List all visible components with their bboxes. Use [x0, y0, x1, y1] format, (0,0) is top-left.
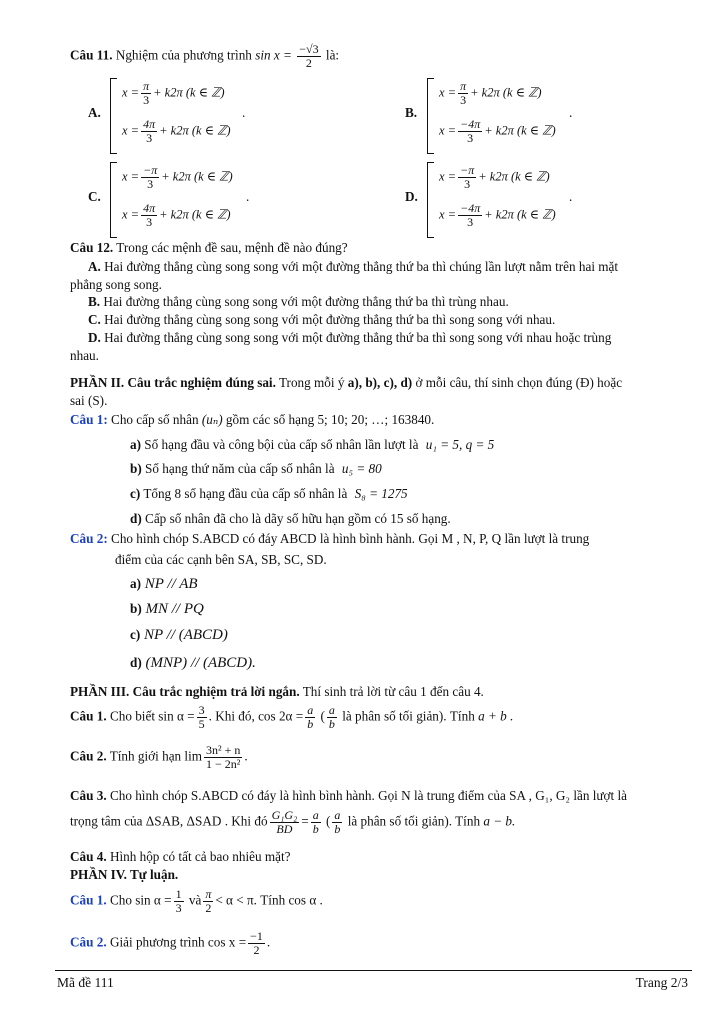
q11-option-b[interactable]: B. x = $\frac{\pi}{3}$ + k2π (k ∈ ℤ) x = $\frac{-4\pi}{3}$ + k2π (k ∈ ℤ) .: [405, 76, 605, 156]
q11-option-c[interactable]: C. x = $\frac{-\pi}{3}$ + k2π (k ∈ ℤ) x = $\frac{4\pi}{3}$ + k2π (k ∈ ℤ) .: [88, 160, 288, 240]
part2-q2-b[interactable]: b) MN // PQ: [130, 601, 204, 617]
part2-q1: Câu 1: Cho cấp số nhân (uₙ) gồm các số hạng 5; 10; 20; …; 163840.: [70, 412, 435, 427]
part2-q2-a[interactable]: a) NP // AB: [130, 576, 198, 592]
footer-exam-code: Mã đề 111: [57, 975, 114, 990]
q11-tail: là:: [325, 47, 340, 63]
q11-stem: [70, 43, 339, 70]
footer-divider: [55, 970, 692, 971]
part3-q3: Câu 3. Cho hình chóp S.ABCD có đáy là hình bình hành. Gọi N là trung điểm của SA , G₁, G₂ lần lượt là: [70, 788, 627, 803]
q11-label: Câu 11.: [70, 47, 113, 63]
q12-option-b[interactable]: B. Hai đường thẳng cùng song song với một đường thẳng thứ ba thì trùng nhau.: [88, 294, 509, 310]
part4-q1: Câu 1. Cho sin α = $\frac{1}{3}$ và $\frac{\pi}{2}$ < α < π. Tính cos α .: [70, 887, 323, 916]
footer-page-number: Trang 2/3: [635, 975, 688, 990]
q12-label: Câu 12.: [70, 240, 114, 255]
q12: [70, 239, 692, 365]
q12-option-c[interactable]: C. Hai đường thẳng cùng song song với một đường thẳng thứ ba thì song song với nhau.: [88, 312, 556, 328]
q12-option-a-cont: phẳng song song.: [70, 276, 162, 292]
part2-header: PHẦN II. Câu trắc nghiệm đúng sai. Trong mỗi ý a), b), c), d) ở mỗi câu, thí sinh chọn đúng (Đ) hoặc sai (S).: [70, 375, 623, 408]
q12-option-d[interactable]: D. Hai đường thẳng cùng song song với một đường thẳng thứ ba thì song song với nhau hoặc trùng: [88, 330, 612, 346]
part4-q2: Câu 2. Giải phương trình cos x = $\frac{-1}{2}$ .: [70, 929, 271, 958]
q11-option-d[interactable]: D. x = $\frac{-\pi}{3}$ + k2π (k ∈ ℤ) x = $\frac{-4\pi}{3}$ + k2π (k ∈ ℤ) .: [405, 160, 605, 240]
q12-option-a[interactable]: A. Hai đường thẳng cùng song song với một đường thẳng thứ ba thì chúng lần lượt nằm trên hai mặt: [88, 258, 619, 274]
part4-title: PHẦN IV. Tự luận.: [70, 867, 179, 882]
q11-eq: sin x =: [255, 47, 292, 63]
q11-option-a[interactable]: A. x = $\frac{\pi}{3}$ + k2π (k ∈ ℤ) x = $\frac{4\pi}{3}$ + k2π (k ∈ ℤ) .: [88, 76, 288, 156]
part2-q2: Câu 2: Cho hình chóp S.ABCD có đáy ABCD là hình bình hành. Gọi M , N, P, Q lần lượt là trung điểm của các cạnh bên SA, SB, SC, SD.: [70, 531, 590, 567]
part2-q2-d[interactable]: d) (MNP) // (ABCD).: [130, 655, 256, 671]
part3-q4: Câu 4. Hình hộp có tất cả bao nhiêu mặt?: [70, 849, 291, 864]
part3-q1: Câu 1. Cho biết sin α = $\frac{3}{5}$ . Khi đó, cos 2α = $\frac{a}{b}$ ( $\frac{a}{b}$ là phân số tối giản). Tính a + b .: [70, 703, 514, 732]
part2-q1-c[interactable]: c) Tổng 8 số hạng đầu của cấp số nhân là S₈ = 1275: [130, 486, 408, 501]
part3-q2: Câu 2. Tính giới hạn lim $\frac{\text{3n² + n}}{\text{1 − 2n²}}$ .: [70, 743, 248, 772]
part2-q1-a[interactable]: a) Số hạng đầu và công bội của cấp số nhân lần lượt là u₁ = 5, q = 5: [130, 437, 495, 452]
q12-option-d-cont: nhau.: [70, 347, 99, 363]
part2-q1-d[interactable]: d) Cấp số nhân đã cho là dãy số hữu hạn gồm có 15 số hạng.: [130, 511, 451, 526]
q12-text: Trong các mệnh đề sau, mệnh đề nào đúng?: [116, 240, 348, 255]
q11-frac: $\frac{-√3}{2}$: [299, 42, 319, 71]
part3-q3-cont: trọng tâm của ΔSAB, ΔSAD . Khi đó $\frac{\text{G₁G₂}}{BD}$ = $\frac{a}{b}$ ( $\frac{a}{b}$ là phân số tối giản). Tính a − b.: [70, 808, 516, 837]
part2-q1-b[interactable]: b) Số hạng thứ năm của cấp số nhân là u₅ = 80: [130, 461, 382, 476]
part2-q2-c[interactable]: c) NP // (ABCD): [130, 627, 228, 643]
part3-header: PHẦN III. Câu trắc nghiệm trả lời ngắn. Thí sinh trả lời từ câu 1 đến câu 4.: [70, 684, 484, 699]
q11-text: Nghiệm của phương trình: [115, 47, 252, 63]
